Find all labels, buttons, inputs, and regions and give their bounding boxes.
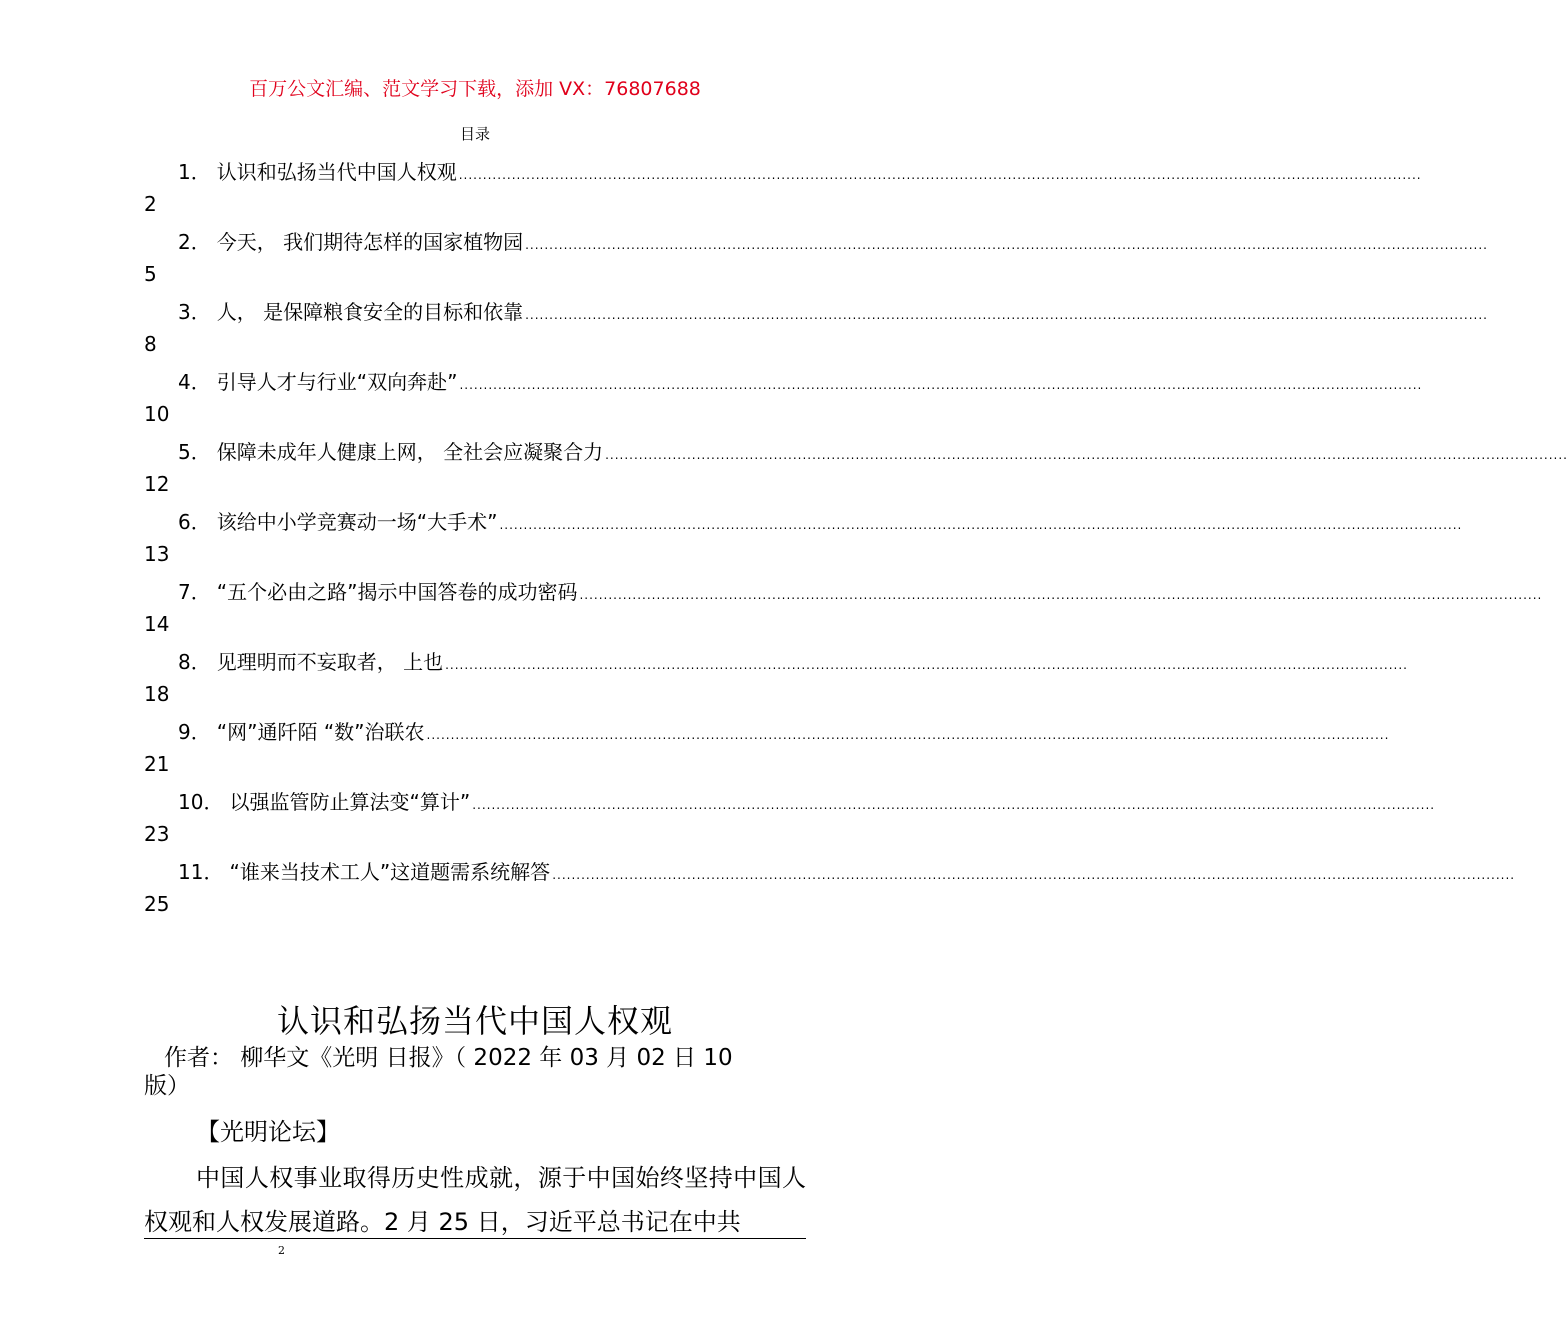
toc-entry-number: 3． <box>178 300 211 324</box>
toc-entry[interactable] <box>144 572 1543 642</box>
footer-divider <box>144 1238 806 1239</box>
toc-entry-title[interactable]: 人， 是保障粮食安全的目标和依靠 <box>216 300 524 324</box>
toc-entry[interactable] <box>144 642 1408 712</box>
toc-leader-dots: ........................................................................................................................................................................................................ <box>499 518 1463 532</box>
byline <box>144 1044 806 1100</box>
toc-entry-page: 2 <box>144 192 157 216</box>
toc-entry-page: 25 <box>144 892 170 916</box>
toc-entry-number: 11． <box>178 860 224 884</box>
table-of-contents <box>144 152 1568 922</box>
toc-entry[interactable] <box>144 222 1488 292</box>
toc-entry-page: 5 <box>144 262 157 286</box>
toc-leader-dots: ........................................................................................................................................................................................................ <box>426 728 1390 742</box>
page-number: 2 <box>278 1244 285 1257</box>
toc-entry[interactable] <box>144 712 1390 782</box>
toc-entry-page: 10 <box>144 402 170 426</box>
toc-leader-dots: ........................................................................................................................................................................................................ <box>605 448 1568 462</box>
toc-entry[interactable] <box>144 852 1516 922</box>
toc-entry-page: 8 <box>144 332 157 356</box>
toc-entry[interactable] <box>144 362 1423 432</box>
toc-leader-dots: ........................................................................................................................................................................................................ <box>459 378 1423 392</box>
toc-entry-title[interactable]: “网”通阡陌 “数”治联农 <box>216 720 425 744</box>
toc-entry-title[interactable]: 以强监管防止算法变“算计” <box>229 790 471 814</box>
byline-line-2: 版） <box>144 1073 190 1099</box>
toc-entry[interactable] <box>144 782 1436 852</box>
toc-entry-number: 4． <box>178 370 211 394</box>
toc-entry-number: 1． <box>178 160 211 184</box>
toc-entry-page: 12 <box>144 472 170 496</box>
toc-entry-title[interactable]: 保障未成年人健康上网， 全社会应凝聚合力 <box>216 440 604 464</box>
toc-entry[interactable] <box>144 502 1463 572</box>
promo-header: 百万公文汇编、范文学习下载，添加 VX：76807688 <box>249 78 701 100</box>
toc-entry-number: 5． <box>178 440 211 464</box>
toc-entry-title[interactable]: “谁来当技术工人”这道题需系统解答 <box>229 860 551 884</box>
toc-entry[interactable] <box>144 432 1568 502</box>
toc-entry[interactable] <box>144 152 1422 222</box>
toc-entry-number: 9． <box>178 720 211 744</box>
toc-entry-page: 18 <box>144 682 170 706</box>
toc-entry-page: 13 <box>144 542 170 566</box>
toc-leader-dots: ........................................................................................................................................................................................................ <box>458 168 1422 182</box>
toc-entry-number: 2． <box>178 230 211 254</box>
toc-entry-page: 14 <box>144 612 170 636</box>
toc-entry-title[interactable]: 见理明而不妄取者， 上也 <box>216 650 444 674</box>
toc-entry-number: 8． <box>178 650 211 674</box>
toc-entry-title[interactable]: 该给中小学竞赛动一场“大手术” <box>216 510 498 534</box>
toc-entry-title[interactable]: 引导人才与行业“双向奔赴” <box>216 370 458 394</box>
toc-entry-number: 7． <box>178 580 211 604</box>
toc-leader-dots: ........................................................................................................................................................................................................ <box>525 238 1488 252</box>
toc-leader-dots: ........................................................................................................................................................................................................ <box>445 658 1408 672</box>
byline-line-1: 作者： 柳华文《光明 日报》（ 2022 年 03 月 02 日 10 <box>164 1045 733 1071</box>
toc-entry-page: 21 <box>144 752 170 776</box>
toc-entry-title[interactable]: 认识和弘扬当代中国人权观 <box>216 160 457 184</box>
toc-entry-page: 23 <box>144 822 170 846</box>
toc-entry-title[interactable]: “五个必由之路”揭示中国答卷的成功密码 <box>216 580 578 604</box>
toc-leader-dots: ........................................................................................................................................................................................................ <box>525 308 1488 322</box>
toc-entry-number: 10． <box>178 790 224 814</box>
section-label: 【光明论坛】 <box>196 1118 340 1146</box>
toc-entry-title[interactable]: 今天， 我们期待怎样的国家植物园 <box>216 230 524 254</box>
toc-entry[interactable] <box>144 292 1488 362</box>
toc-leader-dots: ........................................................................................................................................................................................................ <box>552 868 1516 882</box>
body-paragraph: 中国人权事业取得历史性成就，源于中国始终坚持中国人权观和人权发展道路。2 月 25 日，习近平总书记在中共 <box>144 1164 806 1236</box>
toc-leader-dots: ........................................................................................................................................................................................................ <box>579 588 1543 602</box>
article-title: 认识和弘扬当代中国人权观 <box>276 1002 673 1040</box>
toc-title: 目录 <box>459 125 490 143</box>
toc-entry-number: 6． <box>178 510 211 534</box>
toc-leader-dots: ........................................................................................................................................................................................................ <box>472 798 1436 812</box>
